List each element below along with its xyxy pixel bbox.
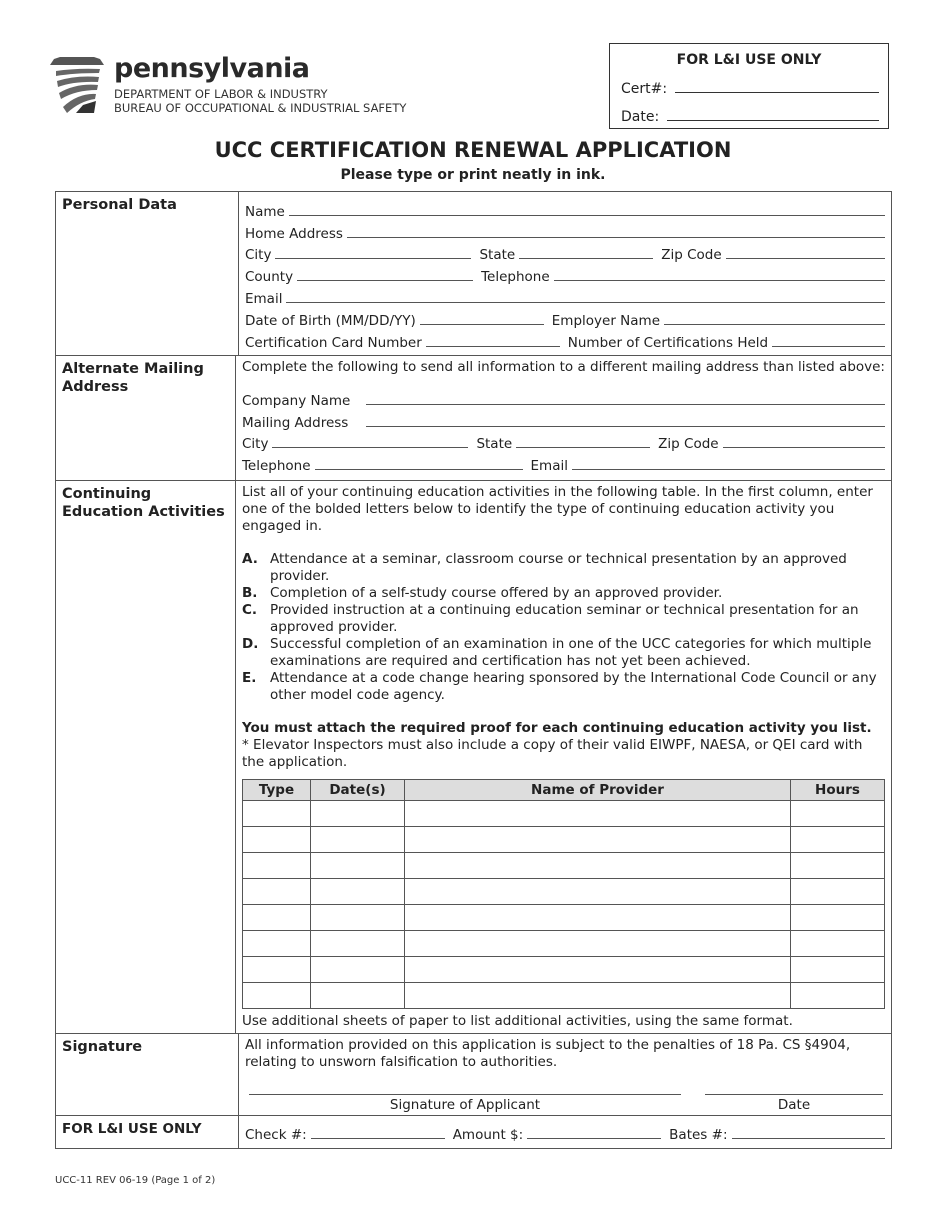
alt-email-field[interactable] — [572, 469, 885, 470]
bates-field[interactable] — [732, 1138, 886, 1139]
company-field[interactable] — [366, 404, 885, 405]
table-row — [243, 983, 885, 1009]
cert-row — [621, 77, 879, 97]
signature-date-field[interactable] — [705, 1094, 883, 1095]
type-cell[interactable] — [243, 957, 311, 983]
cert-card-field[interactable] — [426, 346, 560, 347]
hours-cell[interactable] — [791, 827, 885, 853]
hours-cell[interactable] — [791, 801, 885, 827]
alt-telephone-label: Telephone — [241, 458, 311, 475]
county-field[interactable] — [297, 280, 473, 281]
hours-cell[interactable] — [791, 853, 885, 879]
table-row — [243, 905, 885, 931]
ce-type-b: B. Completion of a self-study course offered by an approved provider. — [242, 585, 723, 601]
table-row — [243, 879, 885, 905]
cert-field[interactable] — [675, 92, 879, 93]
alt-state-label: State — [476, 436, 513, 453]
proof-notice: You must attach the required proof for each continuing education activity you list. — [242, 720, 872, 736]
dept-line-2: BUREAU OF OCCUPATIONAL & INDUSTRIAL SAFETY — [114, 101, 407, 115]
table-row — [243, 801, 885, 827]
bates-label: Bates #: — [669, 1126, 728, 1143]
type-cell[interactable] — [243, 853, 311, 879]
provider-cell[interactable] — [405, 801, 791, 827]
dates-cell[interactable] — [311, 853, 405, 879]
telephone-label: Telephone — [481, 269, 550, 286]
hours-cell[interactable] — [791, 879, 885, 905]
dates-cell[interactable] — [311, 827, 405, 853]
city-field[interactable] — [275, 258, 471, 259]
ce-activities-table — [242, 779, 885, 1009]
pa-logo — [50, 55, 430, 117]
li-box-title: FOR L&I USE ONLY — [676, 52, 822, 68]
type-cell[interactable] — [243, 801, 311, 827]
li-use-only-box — [609, 43, 889, 129]
ce-type-a: A. Attendance at a seminar, classroom course or technical presentation by an approved provider. — [242, 551, 847, 584]
alt-zip-field[interactable] — [723, 447, 885, 448]
employer-field[interactable] — [664, 324, 885, 325]
check-field[interactable] — [311, 1138, 445, 1139]
page-subtitle: Please type or print neatly in ink. — [340, 167, 606, 183]
alt-state-field[interactable] — [516, 447, 650, 448]
table-row — [243, 931, 885, 957]
provider-cell[interactable] — [405, 827, 791, 853]
zip-label: Zip Code — [661, 247, 722, 264]
alt-zip-label: Zip Code — [658, 436, 719, 453]
col-hours: Hours — [791, 780, 885, 801]
dob-field[interactable] — [420, 324, 544, 325]
ce-type-d: D. Successful completion of an examination in one of the UCC categories for which multiple examinations are required and certification has not yet been achieved. — [242, 636, 872, 669]
num-certs-label: Number of Certifications Held — [567, 334, 769, 351]
ce-intro: List all of your continuing education activities in the following table. In the first column, enter one of the bolded letters below to identify the type of continuing education activity you engaged in. — [242, 484, 873, 534]
amount-label: Amount $: — [452, 1126, 524, 1143]
employer-label: Employer Name — [551, 312, 661, 329]
alt-telephone-field[interactable] — [315, 469, 523, 470]
alternate-intro: Complete the following to send all information to a different mailing address than listed above: — [241, 359, 885, 375]
provider-cell[interactable] — [405, 853, 791, 879]
col-provider: Name of Provider — [405, 780, 791, 801]
ce-heading: Continuing Education Activities — [56, 481, 236, 1033]
city-label: City — [245, 247, 272, 264]
home-address-label: Home Address — [245, 225, 343, 242]
signature-label: Signature of Applicant — [389, 1097, 541, 1113]
hours-cell[interactable] — [791, 931, 885, 957]
name-label: Name — [245, 203, 285, 220]
home-address-field[interactable] — [347, 237, 885, 238]
hours-cell[interactable] — [791, 905, 885, 931]
dates-cell[interactable] — [311, 801, 405, 827]
page-title: UCC CERTIFICATION RENEWAL APPLICATION — [214, 138, 732, 162]
col-dates: Date(s) — [311, 780, 405, 801]
li-date-field[interactable] — [667, 120, 879, 121]
personal-data-heading: Personal Data — [56, 192, 239, 355]
dept-line-1: DEPARTMENT OF LABOR & INDUSTRY — [114, 87, 328, 101]
hours-cell[interactable] — [791, 957, 885, 983]
form-footer: UCC-11 REV 06-19 (Page 1 of 2) — [55, 1175, 216, 1186]
dates-cell[interactable] — [311, 931, 405, 957]
col-type: Type — [243, 780, 311, 801]
hours-cell[interactable] — [791, 983, 885, 1009]
provider-cell[interactable] — [405, 879, 791, 905]
dates-cell[interactable] — [311, 957, 405, 983]
company-label: Company Name — [241, 392, 351, 409]
signature-heading: Signature — [56, 1034, 239, 1115]
name-field[interactable] — [289, 215, 885, 216]
provider-cell[interactable] — [405, 905, 791, 931]
type-cell[interactable] — [243, 931, 311, 957]
signature-section — [56, 1034, 891, 1116]
state-field[interactable] — [519, 258, 653, 259]
mailing-address-label: Mailing Address — [241, 414, 349, 431]
check-label: Check #: — [245, 1126, 307, 1143]
dates-cell[interactable] — [311, 879, 405, 905]
state-label: State — [479, 247, 516, 264]
provider-cell[interactable] — [405, 931, 791, 957]
additional-sheets-note: Use additional sheets of paper to list additional activities, using the same format. — [242, 1013, 793, 1029]
table-row — [243, 957, 885, 983]
ce-type-e: E. Attendance at a code change hearing sponsored by the International Code Council or any other model code agency. — [242, 670, 877, 703]
alt-city-field[interactable] — [272, 447, 468, 448]
keystone-icon — [50, 57, 108, 115]
email-field[interactable] — [286, 302, 885, 303]
telephone-field[interactable] — [554, 280, 885, 281]
cert-label: Cert#: — [621, 81, 668, 97]
amount-field[interactable] — [527, 1138, 661, 1139]
dates-cell[interactable] — [311, 905, 405, 931]
dob-label: Date of Birth (MM/DD/YY) — [245, 312, 416, 329]
signature-field[interactable] — [249, 1094, 681, 1095]
alt-email-label: Email — [530, 458, 568, 475]
office-use-heading: FOR L&I USE ONLY — [56, 1116, 239, 1148]
type-cell[interactable] — [243, 879, 311, 905]
cert-card-label: Certification Card Number — [245, 334, 422, 351]
provider-cell[interactable] — [405, 957, 791, 983]
personal-data-section — [56, 192, 891, 356]
table-row — [243, 827, 885, 853]
provider-cell[interactable] — [405, 983, 791, 1009]
ce-type-list — [242, 551, 885, 704]
zip-field[interactable] — [726, 258, 885, 259]
type-cell[interactable] — [243, 983, 311, 1009]
penalty-statement: All information provided on this application is subject to the penalties of 18 Pa. CS §4904, relating to unsworn falsification to authorities. — [245, 1037, 851, 1070]
continuing-education-section — [56, 481, 891, 1034]
elevator-notice: * Elevator Inspectors must also include a copy of their valid EIWPF, NAESA, or QEI card with the application. — [242, 737, 863, 770]
email-label: Email — [245, 290, 283, 307]
table-row — [243, 853, 885, 879]
department-name — [114, 87, 406, 115]
dates-cell[interactable] — [311, 983, 405, 1009]
li-date-row — [621, 105, 879, 125]
num-certs-field[interactable] — [772, 346, 885, 347]
alternate-mailing-section — [56, 356, 891, 481]
alternate-mailing-heading: Alternate Mailing Address — [56, 356, 236, 480]
type-cell[interactable] — [243, 827, 311, 853]
type-cell[interactable] — [243, 905, 311, 931]
logo-wordmark: pennsylvania — [114, 53, 310, 84]
ce-type-c: C. Provided instruction at a continuing education seminar or technical presentation for an approved provider. — [242, 602, 859, 635]
mailing-address-field[interactable] — [366, 426, 885, 427]
office-use-section — [56, 1116, 891, 1148]
application-form — [55, 191, 892, 1149]
alt-city-label: City — [241, 436, 269, 453]
county-label: County — [245, 269, 294, 286]
li-date-label: Date: — [621, 109, 660, 125]
signature-date-label: Date — [777, 1097, 811, 1113]
